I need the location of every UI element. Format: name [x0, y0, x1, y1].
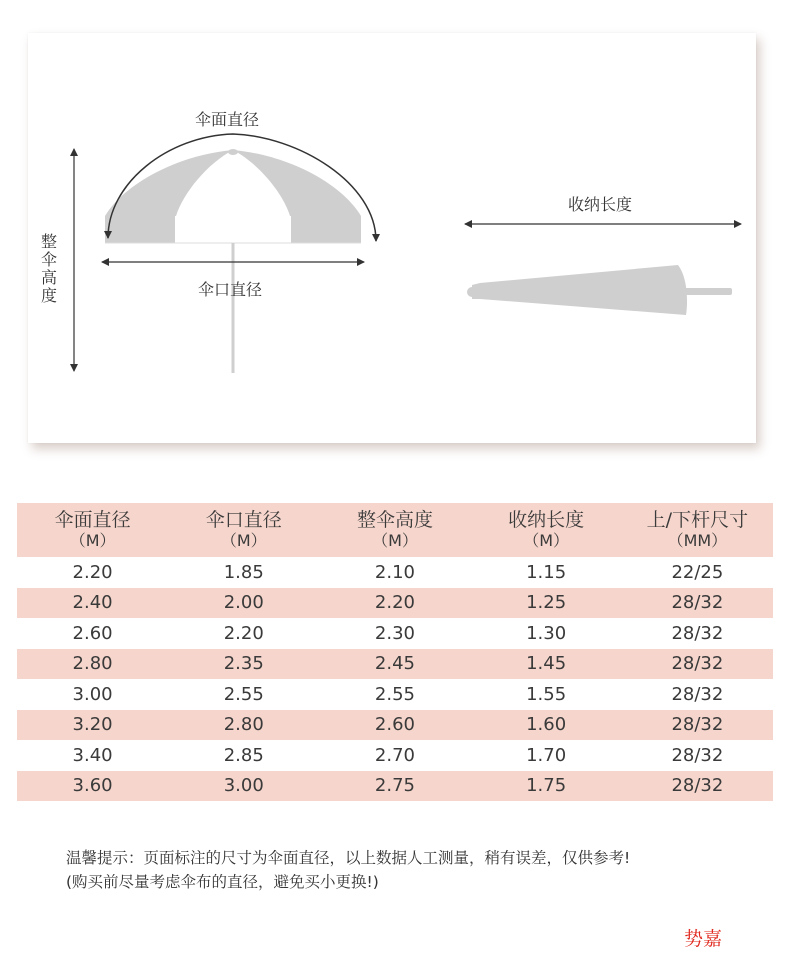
- note-line-1: 温馨提示：页面标注的尺寸为伞面直径，以上数据人工测量，稍有误差，仅供参考!: [66, 849, 631, 867]
- canopy-diameter-label: 伞面直径: [195, 110, 260, 129]
- cell: 3.40: [17, 740, 168, 771]
- opening-diameter-label: 伞口直径: [198, 280, 263, 299]
- cell: 1.85: [168, 557, 319, 588]
- note-line-2: (购买前尽量考虑伞布的直径，避免买小更换!): [66, 873, 379, 891]
- cell: 2.60: [319, 710, 470, 741]
- cell: 1.70: [471, 740, 622, 771]
- umbrella-dimension-diagram: [28, 33, 756, 443]
- cell: 2.20: [168, 618, 319, 649]
- cell: 28/32: [622, 649, 773, 680]
- size-spec-table: [17, 503, 773, 801]
- total-height-label: 整伞高度: [41, 232, 58, 305]
- cell: 28/32: [622, 740, 773, 771]
- cell: 2.35: [168, 649, 319, 680]
- cell: 2.70: [319, 740, 470, 771]
- cell: 28/32: [622, 588, 773, 619]
- header-label: 收纳长度: [508, 509, 585, 531]
- cell: 2.20: [17, 557, 168, 588]
- cell: 1.75: [471, 771, 622, 802]
- cell: 2.55: [319, 679, 470, 710]
- header-unit: （MM）: [667, 531, 728, 550]
- cell: 2.60: [17, 618, 168, 649]
- cell: 2.20: [319, 588, 470, 619]
- folded-length-label: 收纳长度: [568, 195, 633, 214]
- cell: 2.00: [168, 588, 319, 619]
- table-row: [17, 557, 773, 588]
- cell: 1.55: [471, 679, 622, 710]
- cell: 1.30: [471, 618, 622, 649]
- header-unit: （M）: [523, 531, 570, 550]
- cell: 2.10: [319, 557, 470, 588]
- cell: 2.80: [168, 710, 319, 741]
- header-label: 伞面直径: [54, 509, 131, 531]
- cell: 28/32: [622, 710, 773, 741]
- header-canopy-diameter: [17, 503, 168, 557]
- cell: 3.60: [17, 771, 168, 802]
- table-row: [17, 618, 773, 649]
- table-row: [17, 588, 773, 619]
- table-row: [17, 740, 773, 771]
- brand-name: 势嘉: [684, 928, 723, 950]
- cell: 2.40: [17, 588, 168, 619]
- cell: 22/25: [622, 557, 773, 588]
- cell: 1.60: [471, 710, 622, 741]
- cell: 2.45: [319, 649, 470, 680]
- header-folded-length: [471, 503, 622, 557]
- warm-tip-note: [66, 846, 630, 894]
- header-label: 整伞高度: [356, 509, 433, 531]
- cell: 1.45: [471, 649, 622, 680]
- cell: 3.00: [168, 771, 319, 802]
- cell: 28/32: [622, 618, 773, 649]
- header-total-height: [319, 503, 470, 557]
- header-opening-diameter: [168, 503, 319, 557]
- cell: 1.25: [471, 588, 622, 619]
- table-header-row: [17, 503, 773, 557]
- header-unit: （M）: [69, 531, 116, 550]
- cell: 1.15: [471, 557, 622, 588]
- header-unit: （M）: [372, 531, 418, 550]
- cell: 28/32: [622, 771, 773, 802]
- table-row: [17, 649, 773, 680]
- table-row: [17, 710, 773, 741]
- table-row: [17, 679, 773, 710]
- table-row: [17, 771, 773, 802]
- cell: 2.30: [319, 618, 470, 649]
- header-label: 伞口直径: [205, 509, 282, 531]
- cell: 3.00: [17, 679, 168, 710]
- umbrella-illustration: [28, 33, 756, 443]
- cell: 2.75: [319, 771, 470, 802]
- cell: 28/32: [622, 679, 773, 710]
- cell: 3.20: [17, 710, 168, 741]
- header-label: 上/下杆尺寸: [646, 509, 749, 531]
- header-pole-size: [622, 503, 773, 557]
- cell: 2.85: [168, 740, 319, 771]
- cell: 2.80: [17, 649, 168, 680]
- folded-umbrella: [467, 265, 732, 315]
- cell: 2.55: [168, 679, 319, 710]
- header-unit: （M）: [220, 531, 267, 550]
